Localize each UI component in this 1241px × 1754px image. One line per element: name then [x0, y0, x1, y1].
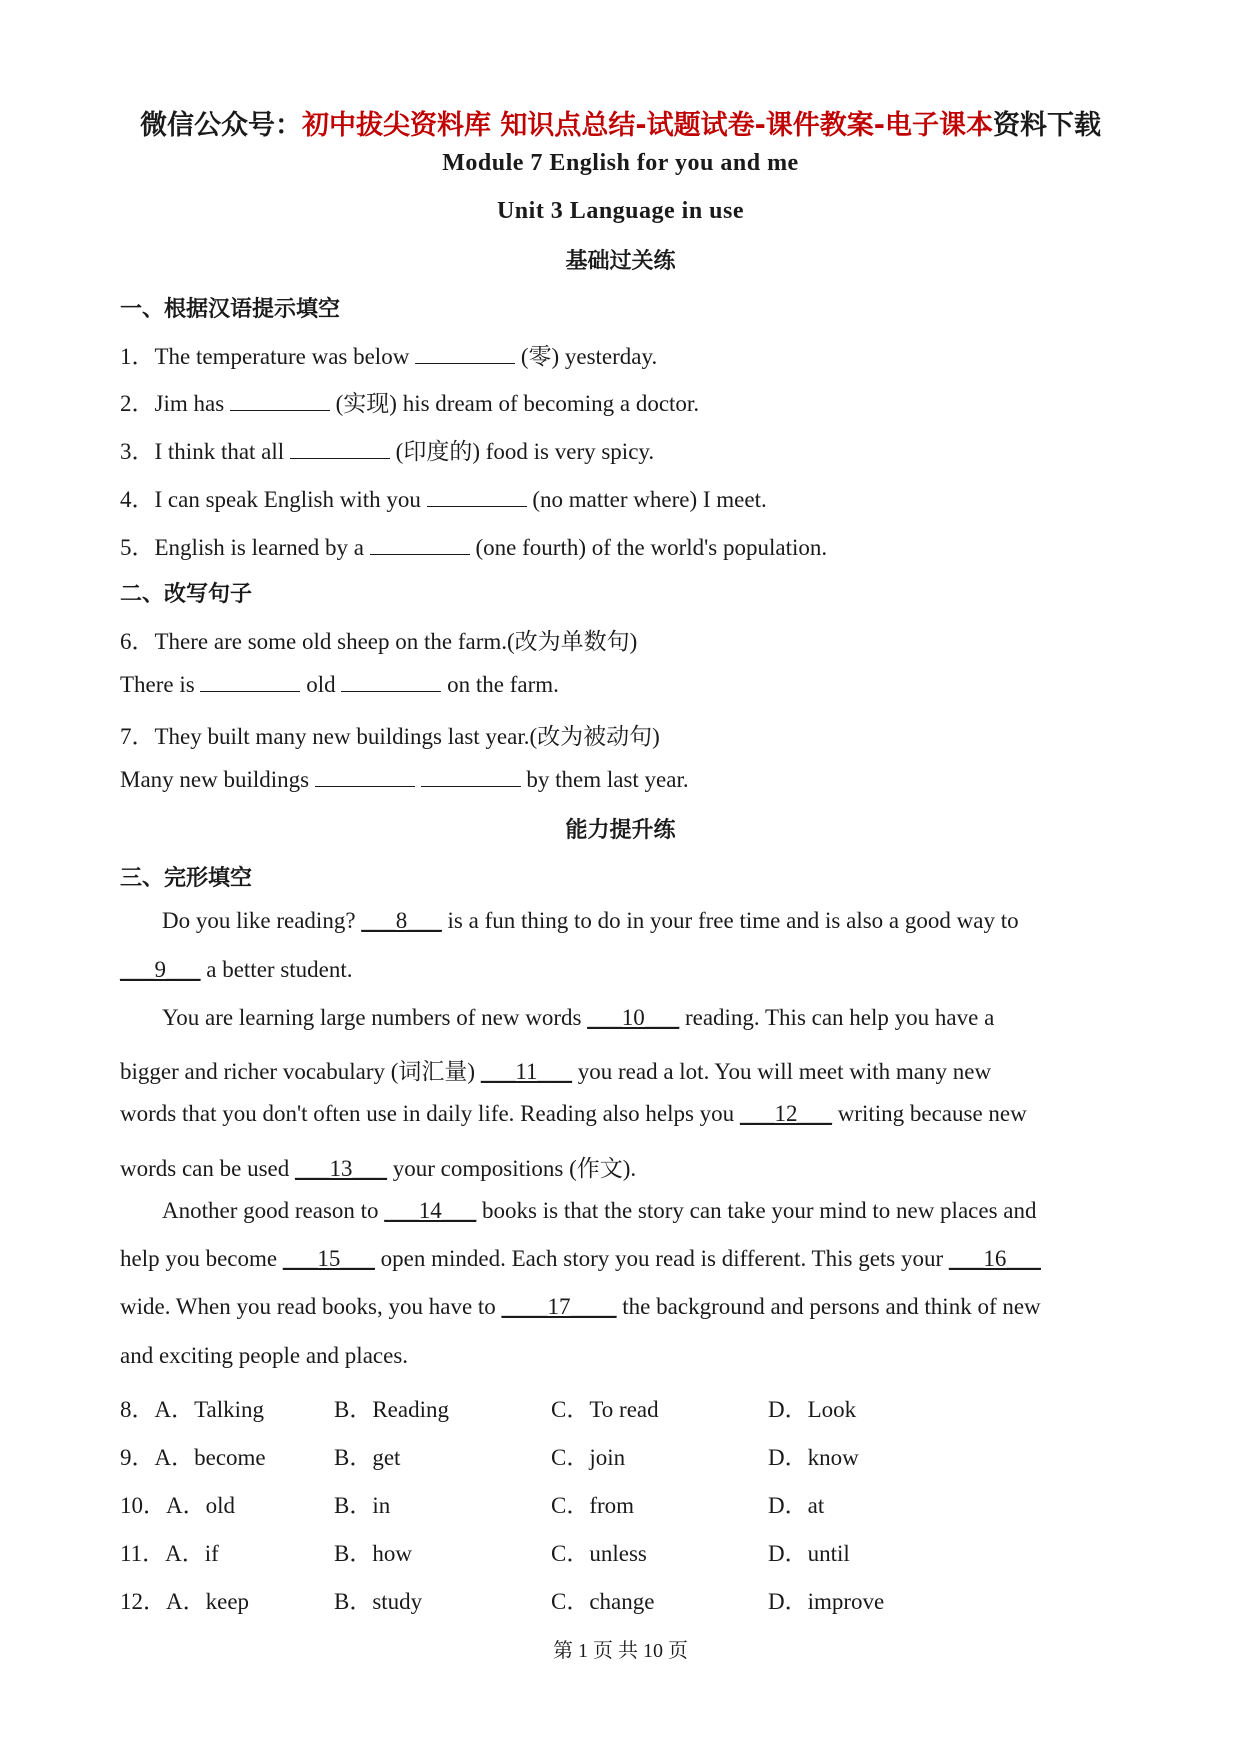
- option-row-12: [120, 1583, 1120, 1613]
- passage-line: You are learning large numbers of new words ___10___ reading. This can help you have a: [162, 1005, 995, 1030]
- answer-blank[interactable]: [315, 766, 415, 787]
- passage-line: ___9___ a better student.: [120, 957, 353, 982]
- passage-line: bigger and richer vocabulary (词汇量) ___11___ you read a lot. You will meet with many new: [120, 1059, 992, 1084]
- question-7: 7．They built many new buildings last year.(改为被动句): [120, 724, 660, 749]
- question-6-answer: There is old on the farm.: [120, 672, 559, 697]
- blank-number: ___16___: [948, 1246, 1041, 1271]
- option-a[interactable]: 8．A．Talking: [120, 1397, 265, 1422]
- blank-number: ___14___: [384, 1198, 477, 1223]
- option-a[interactable]: 11．A．if: [120, 1541, 219, 1566]
- option-c[interactable]: C．from: [551, 1493, 635, 1518]
- option-a[interactable]: 9．A．become: [120, 1445, 266, 1470]
- section1-heading: 一、根据汉语提示填空: [120, 297, 341, 322]
- answer-blank[interactable]: [415, 343, 515, 364]
- passage-line: words can be used ___13___ your compositions (作文).: [120, 1156, 637, 1181]
- option-c[interactable]: C．To read: [551, 1397, 659, 1422]
- page-footer: 第 1 页 共 10 页: [553, 1640, 688, 1662]
- passage-line: words that you don't often use in daily life. Reading also helps you ___12___ writing because new: [120, 1101, 1027, 1126]
- option-d[interactable]: D．at: [768, 1493, 825, 1518]
- option-b[interactable]: B．Reading: [334, 1397, 449, 1422]
- question-5: 5．English is learned by a (one fourth) of the world's population.: [120, 535, 828, 560]
- answer-blank[interactable]: [370, 534, 470, 555]
- option-row-11: [120, 1535, 1120, 1565]
- option-d[interactable]: D．know: [768, 1445, 859, 1470]
- answer-blank[interactable]: [421, 766, 521, 787]
- header-red-text: 初中拔尖资料库 知识点总结-试题试卷-课件教案-电子课本: [301, 110, 994, 141]
- blank-number: ___11___: [480, 1059, 572, 1084]
- answer-blank[interactable]: [341, 671, 441, 692]
- passage-line: and exciting people and places.: [120, 1343, 409, 1368]
- question-3: 3．I think that all (印度的) food is very spicy.: [120, 439, 655, 464]
- blank-number: ___12___: [739, 1101, 832, 1126]
- blank-number: ___9___: [120, 957, 201, 982]
- section3-heading: 三、完形填空: [120, 866, 253, 891]
- option-d[interactable]: D．until: [768, 1541, 850, 1566]
- blank-number: ___15___: [282, 1246, 375, 1271]
- header-prefix: 微信公众号：: [139, 110, 302, 141]
- answer-blank[interactable]: [230, 390, 330, 411]
- section2-heading: 二、改写句子: [120, 582, 253, 607]
- answer-blank[interactable]: [427, 486, 527, 507]
- option-b[interactable]: B．how: [334, 1541, 412, 1566]
- option-d[interactable]: D．improve: [768, 1589, 885, 1614]
- option-row-9: [120, 1439, 1120, 1469]
- ability-practice-heading: 能力提升练: [565, 818, 676, 843]
- question-1: 1．The temperature was below (零) yesterday.: [120, 344, 658, 369]
- option-c[interactable]: C．change: [551, 1589, 655, 1614]
- passage-line: help you become ___15___ open minded. Each story you read is different. This gets your ___16___: [120, 1246, 1041, 1271]
- passage-line: Do you like reading? ___8___ is a fun thing to do in your free time and is also a good way to: [162, 908, 1019, 933]
- unit-title: Unit 3 Language in use: [496, 198, 745, 224]
- option-c[interactable]: C．unless: [551, 1541, 647, 1566]
- blank-number: ____17____: [501, 1294, 617, 1319]
- option-row-8: [120, 1391, 1120, 1421]
- basic-practice-heading: 基础过关练: [565, 249, 676, 274]
- blank-number: ___10___: [587, 1005, 680, 1030]
- header-suffix: 资料下载: [993, 110, 1102, 141]
- option-row-10: [120, 1487, 1120, 1517]
- answer-blank[interactable]: [200, 671, 300, 692]
- question-2: 2．Jim has (实现) his dream of becoming a doctor.: [120, 391, 700, 416]
- answer-blank[interactable]: [290, 438, 390, 459]
- passage-line: wide. When you read books, you have to ____17____ the background and persons and think of new: [120, 1294, 1041, 1319]
- question-4: 4．I can speak English with you (no matter where) I meet.: [120, 487, 767, 512]
- option-b[interactable]: B．study: [334, 1589, 423, 1614]
- question-7-answer: Many new buildings by them last year.: [120, 767, 689, 792]
- option-d[interactable]: D．Look: [768, 1397, 857, 1422]
- option-a[interactable]: 12．A．keep: [120, 1589, 250, 1614]
- passage-line: Another good reason to ___14___ books is that the story can take your mind to new places and: [162, 1198, 1037, 1223]
- option-a[interactable]: 10．A．old: [120, 1493, 235, 1518]
- wechat-header: [0, 103, 1241, 142]
- option-c[interactable]: C．join: [551, 1445, 626, 1470]
- question-6: 6．There are some old sheep on the farm.(改为单数句): [120, 629, 638, 654]
- blank-number: ___13___: [295, 1156, 388, 1181]
- module-title: Module 7 English for you and me: [442, 150, 799, 176]
- option-b[interactable]: B．in: [334, 1493, 391, 1518]
- blank-number: ___8___: [361, 908, 442, 933]
- option-b[interactable]: B．get: [334, 1445, 401, 1470]
